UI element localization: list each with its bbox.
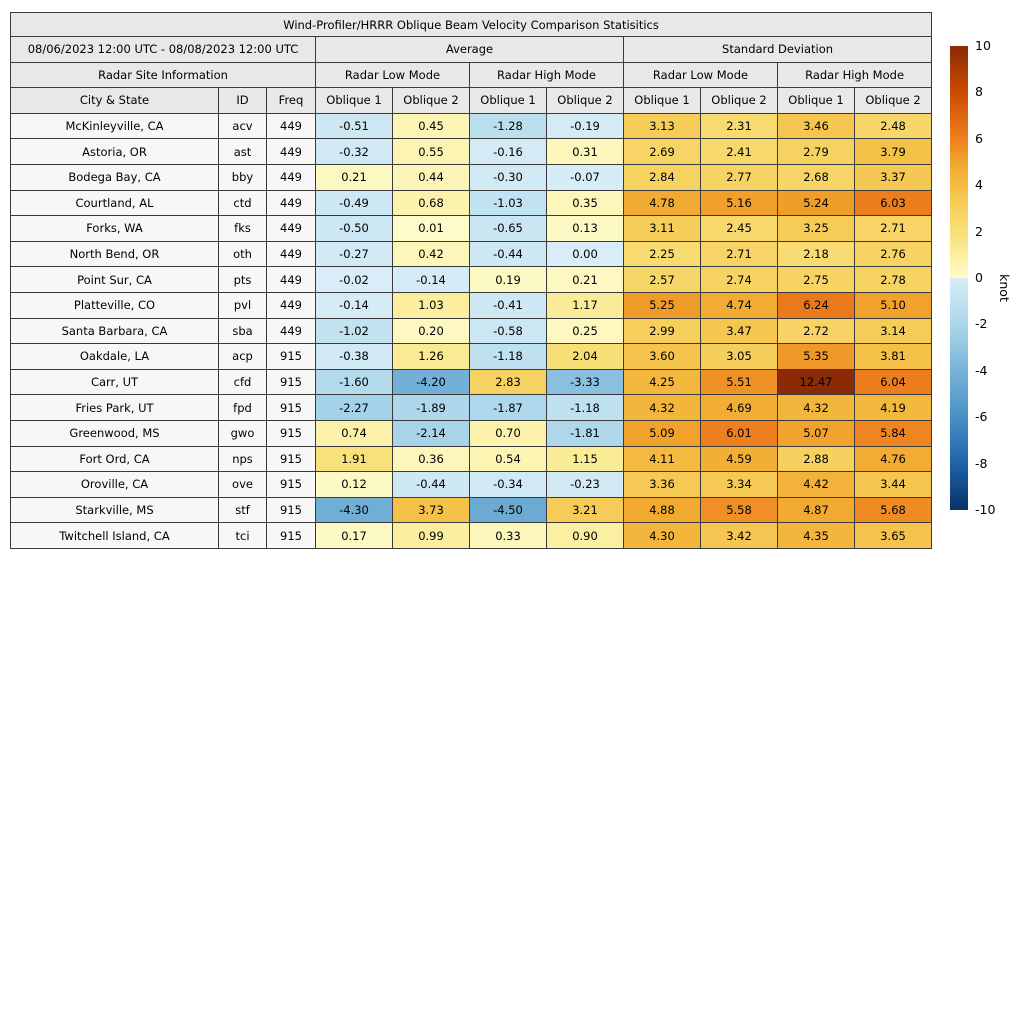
col-header-city: City & State (11, 88, 219, 114)
freq-cell: 449 (267, 241, 316, 267)
value-cell: 3.65 (855, 523, 932, 549)
date-range: 08/06/2023 12:00 UTC - 08/08/2023 12:00 UTC (11, 37, 316, 63)
value-cell: 0.90 (547, 523, 624, 549)
value-cell: 2.72 (778, 318, 855, 344)
value-cell: 3.47 (701, 318, 778, 344)
chart-title: Wind-Profiler/HRRR Oblique Beam Velocity Comparison Statisitics (11, 13, 932, 37)
freq-cell: 449 (267, 292, 316, 318)
colorbar-tick-label: 10 (975, 37, 991, 53)
value-cell: 5.35 (778, 344, 855, 370)
value-cell: 0.68 (393, 190, 470, 216)
value-cell: 2.41 (701, 139, 778, 165)
value-cell: 4.88 (624, 497, 701, 523)
value-cell: 3.44 (855, 472, 932, 498)
value-cell: 2.71 (855, 216, 932, 242)
value-cell: 0.44 (393, 164, 470, 190)
value-cell: 3.05 (701, 344, 778, 370)
value-cell: 5.10 (855, 292, 932, 318)
city-cell: McKinleyville, CA (11, 113, 219, 139)
value-cell: -0.19 (547, 113, 624, 139)
value-cell: -2.27 (316, 395, 393, 421)
id-cell: acp (219, 344, 267, 370)
value-cell: 2.68 (778, 164, 855, 190)
freq-cell: 915 (267, 395, 316, 421)
value-cell: -0.32 (316, 139, 393, 165)
value-cell: 2.31 (701, 113, 778, 139)
freq-cell: 449 (267, 216, 316, 242)
value-cell: 0.20 (393, 318, 470, 344)
value-cell: 4.87 (778, 497, 855, 523)
value-cell: -0.44 (470, 241, 547, 267)
value-cell: 2.71 (701, 241, 778, 267)
city-cell: Courtland, AL (11, 190, 219, 216)
value-cell: 4.35 (778, 523, 855, 549)
id-cell: gwo (219, 420, 267, 446)
city-cell: Fries Park, UT (11, 395, 219, 421)
freq-cell: 915 (267, 344, 316, 370)
id-cell: ast (219, 139, 267, 165)
value-cell: 3.42 (701, 523, 778, 549)
value-cell: 1.26 (393, 344, 470, 370)
column-header-row (11, 88, 932, 114)
group-header-average: Average (316, 37, 624, 63)
value-cell: 4.69 (701, 395, 778, 421)
value-cell: 2.48 (855, 113, 932, 139)
value-cell: -0.41 (470, 292, 547, 318)
value-cell: 2.79 (778, 139, 855, 165)
id-cell: oth (219, 241, 267, 267)
colorbar-unit-label: knot (997, 274, 1012, 302)
value-cell: -0.23 (547, 472, 624, 498)
city-cell: Platteville, CO (11, 292, 219, 318)
id-cell: fks (219, 216, 267, 242)
title-row (11, 13, 932, 37)
colorbar-tick-label: -10 (975, 501, 996, 517)
value-cell: 0.13 (547, 216, 624, 242)
col-header-oblique: Oblique 1 (316, 88, 393, 114)
id-cell: sba (219, 318, 267, 344)
value-cell: 0.36 (393, 446, 470, 472)
table-row (11, 497, 932, 523)
id-cell: fpd (219, 395, 267, 421)
table-row (11, 344, 932, 370)
site-info-header: Radar Site Information (11, 62, 316, 88)
value-cell: 2.76 (855, 241, 932, 267)
value-cell: 2.84 (624, 164, 701, 190)
colorbar-tick-label: 2 (975, 223, 983, 239)
id-cell: bby (219, 164, 267, 190)
value-cell: 3.13 (624, 113, 701, 139)
city-cell: Oakdale, LA (11, 344, 219, 370)
table-row (11, 318, 932, 344)
table-row (11, 267, 932, 293)
table-row (11, 395, 932, 421)
value-cell: 4.78 (624, 190, 701, 216)
value-cell: 0.99 (393, 523, 470, 549)
value-cell: 4.19 (855, 395, 932, 421)
col-header-oblique: Oblique 2 (393, 88, 470, 114)
value-cell: 0.42 (393, 241, 470, 267)
col-header-oblique: Oblique 1 (624, 88, 701, 114)
stats-table (10, 12, 932, 549)
freq-cell: 449 (267, 190, 316, 216)
table-row (11, 446, 932, 472)
city-cell: Bodega Bay, CA (11, 164, 219, 190)
value-cell: 3.21 (547, 497, 624, 523)
col-header-id: ID (219, 88, 267, 114)
value-cell: 5.16 (701, 190, 778, 216)
value-cell: -0.07 (547, 164, 624, 190)
value-cell: 0.25 (547, 318, 624, 344)
table-row (11, 420, 932, 446)
value-cell: -1.89 (393, 395, 470, 421)
value-cell: 0.35 (547, 190, 624, 216)
value-cell: 4.25 (624, 369, 701, 395)
colorbar-tick-label: 0 (975, 269, 983, 285)
id-cell: stf (219, 497, 267, 523)
freq-cell: 449 (267, 113, 316, 139)
col-header-oblique: Oblique 2 (547, 88, 624, 114)
group-header-std: Standard Deviation (624, 37, 932, 63)
value-cell: 2.25 (624, 241, 701, 267)
table-row (11, 369, 932, 395)
id-cell: tci (219, 523, 267, 549)
value-cell: 1.17 (547, 292, 624, 318)
value-cell: -1.18 (470, 344, 547, 370)
freq-cell: 915 (267, 472, 316, 498)
value-cell: 3.79 (855, 139, 932, 165)
value-cell: 0.19 (470, 267, 547, 293)
table-row (11, 113, 932, 139)
value-cell: -4.50 (470, 497, 547, 523)
mode-header-std-low: Radar Low Mode (624, 62, 778, 88)
value-cell: -0.65 (470, 216, 547, 242)
freq-cell: 449 (267, 267, 316, 293)
value-cell: 0.54 (470, 446, 547, 472)
value-cell: 4.32 (778, 395, 855, 421)
table-row (11, 190, 932, 216)
value-cell: 3.34 (701, 472, 778, 498)
city-cell: Point Sur, CA (11, 267, 219, 293)
freq-cell: 449 (267, 164, 316, 190)
value-cell: 3.81 (855, 344, 932, 370)
value-cell: -0.58 (470, 318, 547, 344)
id-cell: nps (219, 446, 267, 472)
value-cell: -0.27 (316, 241, 393, 267)
table-row (11, 292, 932, 318)
value-cell: -1.87 (470, 395, 547, 421)
colorbar-tick-label: -8 (975, 455, 988, 471)
colorbar-tick-label: -2 (975, 316, 988, 332)
value-cell: -0.16 (470, 139, 547, 165)
value-cell: 5.68 (855, 497, 932, 523)
table-row (11, 139, 932, 165)
id-cell: pvl (219, 292, 267, 318)
colorbar-tick-label: 4 (975, 176, 983, 192)
col-header-oblique: Oblique 1 (778, 88, 855, 114)
value-cell: 0.01 (393, 216, 470, 242)
value-cell: 4.30 (624, 523, 701, 549)
colorbar (950, 37, 1020, 517)
value-cell: 6.04 (855, 369, 932, 395)
table-row (11, 216, 932, 242)
value-cell: 5.51 (701, 369, 778, 395)
value-cell: 6.01 (701, 420, 778, 446)
value-cell: 2.77 (701, 164, 778, 190)
id-cell: cfd (219, 369, 267, 395)
city-cell: Greenwood, MS (11, 420, 219, 446)
value-cell: -0.50 (316, 216, 393, 242)
city-cell: Fort Ord, CA (11, 446, 219, 472)
col-header-freq: Freq (267, 88, 316, 114)
value-cell: -0.14 (393, 267, 470, 293)
value-cell: -0.51 (316, 113, 393, 139)
value-cell: 4.76 (855, 446, 932, 472)
col-header-oblique: Oblique 2 (701, 88, 778, 114)
group-header-row (11, 37, 932, 63)
value-cell: 2.18 (778, 241, 855, 267)
id-cell: ove (219, 472, 267, 498)
value-cell: -4.30 (316, 497, 393, 523)
freq-cell: 449 (267, 139, 316, 165)
value-cell: -1.81 (547, 420, 624, 446)
value-cell: -0.38 (316, 344, 393, 370)
value-cell: 3.73 (393, 497, 470, 523)
city-cell: Twitchell Island, CA (11, 523, 219, 549)
value-cell: 4.42 (778, 472, 855, 498)
id-cell: pts (219, 267, 267, 293)
value-cell: 1.91 (316, 446, 393, 472)
value-cell: 3.25 (778, 216, 855, 242)
col-header-oblique: Oblique 1 (470, 88, 547, 114)
city-cell: Oroville, CA (11, 472, 219, 498)
value-cell: 2.99 (624, 318, 701, 344)
value-cell: 3.46 (778, 113, 855, 139)
value-cell: 12.47 (778, 369, 855, 395)
value-cell: 0.17 (316, 523, 393, 549)
table-row (11, 523, 932, 549)
table-row (11, 241, 932, 267)
value-cell: 6.03 (855, 190, 932, 216)
value-cell: 5.24 (778, 190, 855, 216)
freq-cell: 915 (267, 446, 316, 472)
value-cell: -0.34 (470, 472, 547, 498)
value-cell: 0.12 (316, 472, 393, 498)
value-cell: 3.37 (855, 164, 932, 190)
value-cell: 3.11 (624, 216, 701, 242)
value-cell: 5.09 (624, 420, 701, 446)
value-cell: 3.60 (624, 344, 701, 370)
city-cell: Santa Barbara, CA (11, 318, 219, 344)
value-cell: -1.03 (470, 190, 547, 216)
freq-cell: 449 (267, 318, 316, 344)
value-cell: 2.83 (470, 369, 547, 395)
value-cell: -4.20 (393, 369, 470, 395)
value-cell: -0.44 (393, 472, 470, 498)
value-cell: 5.84 (855, 420, 932, 446)
city-cell: Carr, UT (11, 369, 219, 395)
colorbar-tick-label: -4 (975, 362, 988, 378)
value-cell: -0.14 (316, 292, 393, 318)
freq-cell: 915 (267, 497, 316, 523)
value-cell: 0.21 (316, 164, 393, 190)
value-cell: 4.59 (701, 446, 778, 472)
city-cell: Astoria, OR (11, 139, 219, 165)
colorbar-tick-label: 8 (975, 84, 983, 100)
value-cell: 2.57 (624, 267, 701, 293)
colorbar-tick-label: 6 (975, 130, 983, 146)
value-cell: 2.74 (701, 267, 778, 293)
value-cell: 0.45 (393, 113, 470, 139)
mode-header-row (11, 62, 932, 88)
value-cell: -1.18 (547, 395, 624, 421)
value-cell: 2.78 (855, 267, 932, 293)
value-cell: 5.58 (701, 497, 778, 523)
value-cell: 2.75 (778, 267, 855, 293)
value-cell: 0.74 (316, 420, 393, 446)
value-cell: 2.04 (547, 344, 624, 370)
value-cell: 0.55 (393, 139, 470, 165)
freq-cell: 915 (267, 369, 316, 395)
freq-cell: 915 (267, 523, 316, 549)
value-cell: 1.03 (393, 292, 470, 318)
table-row (11, 472, 932, 498)
value-cell: -0.30 (470, 164, 547, 190)
city-cell: Forks, WA (11, 216, 219, 242)
value-cell: 0.33 (470, 523, 547, 549)
value-cell: -0.49 (316, 190, 393, 216)
col-header-oblique: Oblique 2 (855, 88, 932, 114)
value-cell: 0.21 (547, 267, 624, 293)
value-cell: 3.36 (624, 472, 701, 498)
mode-header-avg-high: Radar High Mode (470, 62, 624, 88)
value-cell: -1.28 (470, 113, 547, 139)
value-cell: -0.02 (316, 267, 393, 293)
value-cell: -1.60 (316, 369, 393, 395)
freq-cell: 915 (267, 420, 316, 446)
value-cell: 3.14 (855, 318, 932, 344)
value-cell: 5.25 (624, 292, 701, 318)
value-cell: 6.24 (778, 292, 855, 318)
city-cell: North Bend, OR (11, 241, 219, 267)
id-cell: acv (219, 113, 267, 139)
value-cell: -3.33 (547, 369, 624, 395)
value-cell: 4.32 (624, 395, 701, 421)
value-cell: 0.31 (547, 139, 624, 165)
value-cell: 1.15 (547, 446, 624, 472)
value-cell: 4.11 (624, 446, 701, 472)
value-cell: 0.70 (470, 420, 547, 446)
id-cell: ctd (219, 190, 267, 216)
city-cell: Starkville, MS (11, 497, 219, 523)
colorbar-tick-label: -6 (975, 408, 988, 424)
value-cell: 4.74 (701, 292, 778, 318)
value-cell: 2.88 (778, 446, 855, 472)
value-cell: 0.00 (547, 241, 624, 267)
mode-header-std-high: Radar High Mode (778, 62, 932, 88)
value-cell: 5.07 (778, 420, 855, 446)
value-cell: -2.14 (393, 420, 470, 446)
value-cell: -1.02 (316, 318, 393, 344)
value-cell: 2.69 (624, 139, 701, 165)
mode-header-avg-low: Radar Low Mode (316, 62, 470, 88)
value-cell: 2.45 (701, 216, 778, 242)
table-row (11, 164, 932, 190)
colorbar-gradient (950, 46, 968, 510)
